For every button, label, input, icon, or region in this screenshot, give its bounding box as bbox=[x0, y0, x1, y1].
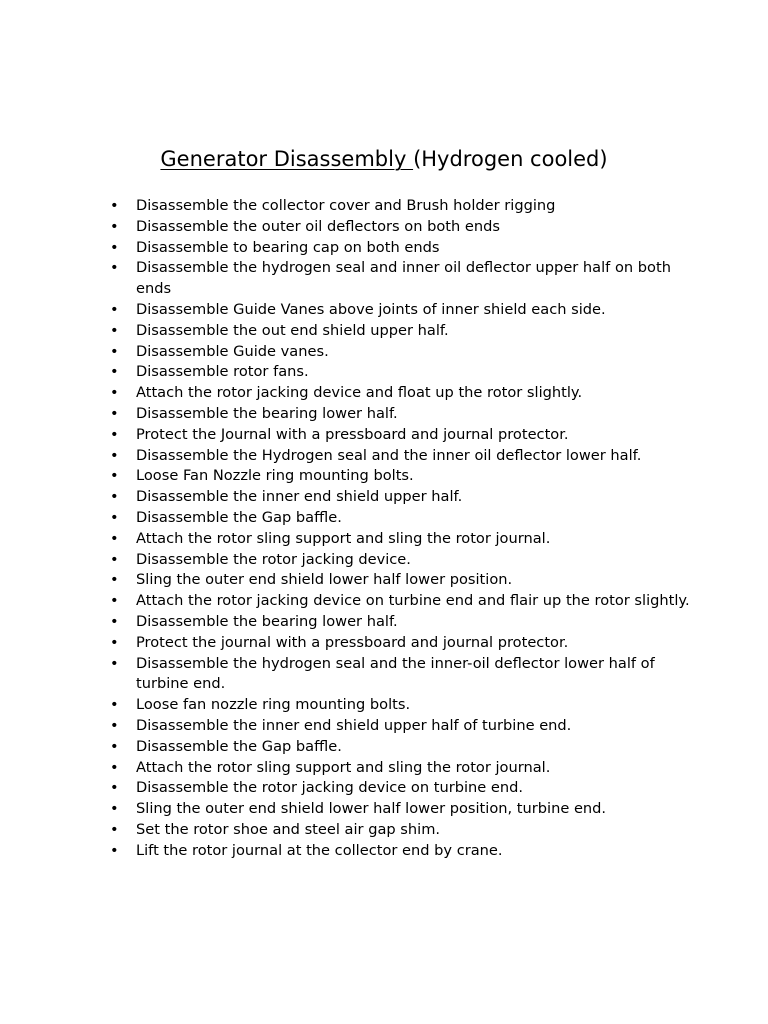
title-rest-part: (Hydrogen cooled) bbox=[413, 147, 608, 171]
list-item bbox=[110, 404, 696, 425]
step-text: Attach the rotor jacking device and float up the rotor slightly. bbox=[136, 384, 583, 402]
step-text: Disassemble the rotor jacking device. bbox=[136, 550, 411, 568]
list-item bbox=[110, 508, 696, 529]
list-item bbox=[110, 321, 696, 342]
bullet-icon: • bbox=[110, 238, 119, 256]
bullet-icon: • bbox=[110, 737, 119, 755]
step-text: Sling the outer end shield lower half lower position. bbox=[136, 571, 513, 589]
bullet-icon: • bbox=[110, 571, 119, 589]
list-item bbox=[110, 196, 696, 217]
list-item bbox=[110, 342, 696, 363]
step-text: Disassemble the hydrogen seal and the inner-oil deflector lower half of turbine end. bbox=[136, 654, 655, 693]
step-text: Disassemble Guide Vanes above joints of inner shield each side. bbox=[136, 300, 606, 318]
list-item bbox=[110, 633, 696, 654]
bullet-icon: • bbox=[110, 217, 119, 235]
bullet-icon: • bbox=[110, 488, 119, 506]
bullet-icon: • bbox=[110, 404, 119, 422]
bullet-icon: • bbox=[110, 612, 119, 630]
list-item bbox=[110, 217, 696, 238]
step-text: Disassemble the bearing lower half. bbox=[136, 404, 398, 422]
step-text: Disassemble the hydrogen seal and inner oil deflector upper half on both ends bbox=[136, 259, 671, 298]
step-text: Attach the rotor sling support and sling the rotor journal. bbox=[136, 529, 551, 547]
list-item bbox=[110, 758, 696, 779]
list-item bbox=[110, 612, 696, 633]
step-text: Disassemble the rotor jacking device on turbine end. bbox=[136, 779, 524, 797]
bullet-icon: • bbox=[110, 841, 119, 859]
list-item bbox=[110, 362, 696, 383]
page-title bbox=[0, 145, 768, 173]
bullet-icon: • bbox=[110, 342, 119, 360]
list-item bbox=[110, 778, 696, 799]
list-item bbox=[110, 737, 696, 758]
step-text: Disassemble the out end shield upper half. bbox=[136, 321, 449, 339]
list-item bbox=[110, 695, 696, 716]
list-item bbox=[110, 238, 696, 259]
bullet-icon: • bbox=[110, 467, 119, 485]
step-text: Sling the outer end shield lower half lower position, turbine end. bbox=[136, 800, 607, 818]
list-item bbox=[110, 654, 696, 696]
bullet-icon: • bbox=[110, 363, 119, 381]
bullet-icon: • bbox=[110, 696, 119, 714]
bullet-icon: • bbox=[110, 820, 119, 838]
step-text: Disassemble the inner end shield upper half. bbox=[136, 488, 463, 506]
step-text: Disassemble Guide vanes. bbox=[136, 342, 329, 360]
bullet-icon: • bbox=[110, 592, 119, 610]
bullet-icon: • bbox=[110, 508, 119, 526]
step-text: Disassemble the Hydrogen seal and the inner oil deflector lower half. bbox=[136, 446, 642, 464]
step-text: Lift the rotor journal at the collector end by crane. bbox=[136, 841, 503, 859]
step-text: Attach the rotor jacking device on turbine end and flair up the rotor slightly. bbox=[136, 592, 690, 610]
bullet-icon: • bbox=[110, 446, 119, 464]
step-text: Protect the Journal with a pressboard and journal protector. bbox=[136, 425, 569, 443]
list-item bbox=[110, 799, 696, 820]
list-item bbox=[110, 300, 696, 321]
title-underlined-part: Generator Disassembly bbox=[160, 147, 414, 171]
step-text: Disassemble the outer oil deflectors on both ends bbox=[136, 217, 501, 235]
list-item bbox=[110, 820, 696, 841]
step-text: Loose Fan Nozzle ring mounting bolts. bbox=[136, 467, 414, 485]
bullet-icon: • bbox=[110, 259, 119, 277]
bullet-icon: • bbox=[110, 800, 119, 818]
step-text: Set the rotor shoe and steel air gap shim. bbox=[136, 820, 441, 838]
bullet-icon: • bbox=[110, 716, 119, 734]
bullet-icon: • bbox=[110, 321, 119, 339]
bullet-icon: • bbox=[110, 197, 119, 214]
list-item bbox=[110, 258, 696, 300]
step-text: Loose fan nozzle ring mounting bolts. bbox=[136, 696, 411, 714]
step-text: Disassemble the Gap baffle. bbox=[136, 737, 342, 755]
list-item bbox=[110, 466, 696, 487]
bullet-icon: • bbox=[110, 425, 119, 443]
step-text: Disassemble the collector cover and Brush holder rigging bbox=[136, 197, 556, 214]
list-item bbox=[110, 570, 696, 591]
list-item bbox=[110, 841, 696, 862]
bullet-icon: • bbox=[110, 779, 119, 797]
list-item bbox=[110, 550, 696, 571]
bullet-icon: • bbox=[110, 633, 119, 651]
step-text: Disassemble rotor fans. bbox=[136, 363, 309, 381]
list-item bbox=[110, 425, 696, 446]
list-item bbox=[110, 529, 696, 550]
bullet-icon: • bbox=[110, 758, 119, 776]
step-text: Attach the rotor sling support and sling the rotor journal. bbox=[136, 758, 551, 776]
bullet-icon: • bbox=[110, 550, 119, 568]
list-item bbox=[110, 446, 696, 467]
list-item bbox=[110, 487, 696, 508]
bullet-icon: • bbox=[110, 654, 119, 672]
step-text: Disassemble the bearing lower half. bbox=[136, 612, 398, 630]
bullet-icon: • bbox=[110, 384, 119, 402]
list-item bbox=[110, 591, 696, 612]
bullet-icon: • bbox=[110, 300, 119, 318]
bullet-icon: • bbox=[110, 529, 119, 547]
step-text: Disassemble the inner end shield upper half of turbine end. bbox=[136, 716, 572, 734]
list-item bbox=[110, 716, 696, 737]
disassembly-steps-list bbox=[110, 196, 696, 862]
step-text: Disassemble the Gap baffle. bbox=[136, 508, 342, 526]
list-item bbox=[110, 383, 696, 404]
step-text: Disassemble to bearing cap on both ends bbox=[136, 238, 440, 256]
step-text: Protect the journal with a pressboard and journal protector. bbox=[136, 633, 569, 651]
